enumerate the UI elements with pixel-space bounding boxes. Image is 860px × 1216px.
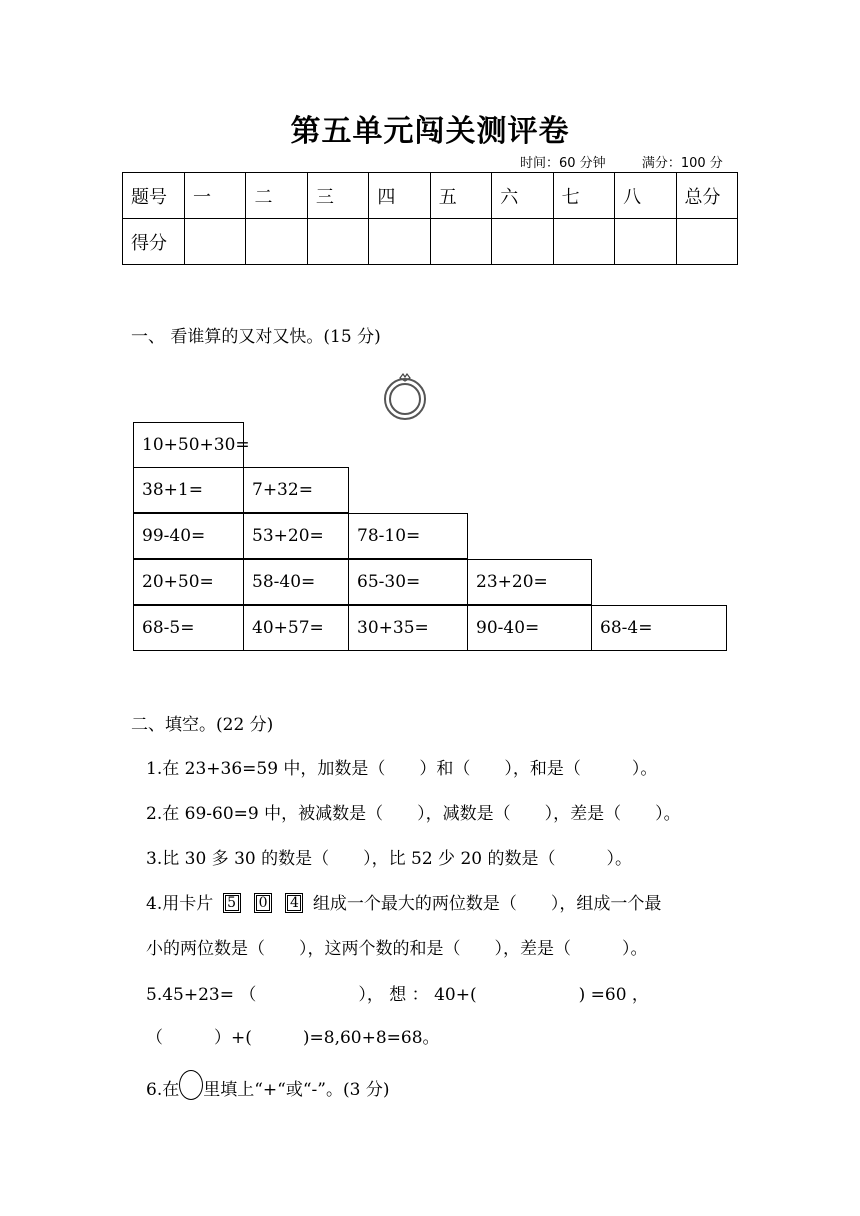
q4-prefix: 4.用卡片 <box>146 894 214 914</box>
calc-cell[interactable]: 20+50= <box>133 559 244 605</box>
fill-question-5: 5.45+23= （ ）， 想 ： 40+( ) =60 ， <box>146 985 649 1005</box>
answer-circle-icon <box>179 1070 203 1100</box>
calc-cell[interactable]: 68-5= <box>133 605 244 651</box>
score-header-cell: 八 <box>615 173 676 219</box>
score-input-cell[interactable] <box>307 219 368 265</box>
score-input-cell[interactable] <box>246 219 307 265</box>
score-input-cell[interactable] <box>615 219 676 265</box>
score-header-cell: 二 <box>246 173 307 219</box>
number-card: 4 <box>285 893 303 913</box>
page-title: 第五单元闯关测评卷 <box>290 114 570 149</box>
calc-cell[interactable]: 65-30= <box>348 559 468 605</box>
fill-question-4 <box>146 889 661 915</box>
fill-question-1: 1.在 23+36=59 中，加数是（ ）和（ ），和是（ ）。 <box>146 759 658 779</box>
score-input-cell[interactable] <box>676 219 738 265</box>
q6-prefix: 6.在 <box>146 1080 180 1100</box>
score-header-cell: 总分 <box>676 173 738 219</box>
calc-cell[interactable]: 38+1= <box>133 467 244 513</box>
score-header-cell: 六 <box>492 173 553 219</box>
score-header-cell: 一 <box>185 173 246 219</box>
calc-cell[interactable]: 78-10= <box>348 513 468 559</box>
fill-question-5-line2: （ ）+( )=8,60+8=68。 <box>146 1028 440 1048</box>
calc-cell[interactable]: 53+20= <box>243 513 349 559</box>
score-input-cell[interactable] <box>369 219 430 265</box>
score-table-header-row <box>123 173 738 219</box>
fill-question-3: 3.比 30 多 30 的数是（ ），比 52 少 20 的数是（ ）。 <box>146 849 632 869</box>
score-header-cell: 七 <box>553 173 614 219</box>
calc-cell[interactable]: 90-40= <box>467 605 592 651</box>
q4-suffix: 组成一个最大的两位数是（ ），组成一个最 <box>312 894 662 914</box>
score-row-label: 得分 <box>123 219 185 265</box>
number-card: 5 <box>223 893 241 913</box>
score-header-cell: 五 <box>430 173 491 219</box>
number-card: 0 <box>254 893 272 913</box>
calc-cell[interactable]: 58-40= <box>243 559 349 605</box>
score-input-cell[interactable] <box>492 219 553 265</box>
section2-title: 二、填空。(22 分) <box>131 715 274 735</box>
fill-question-6 <box>146 1075 389 1106</box>
score-input-cell[interactable] <box>430 219 491 265</box>
fill-question-4-line2: 小的两位数是（ ），这两个数的和是（ ），差是（ ）。 <box>146 939 648 959</box>
fill-question-2: 2.在 69-60=9 中，被减数是（ ），减数是（ ），差是（ ）。 <box>146 804 681 824</box>
score-header-cell: 四 <box>369 173 430 219</box>
score-header-cell: 三 <box>307 173 368 219</box>
calc-cell[interactable]: 23+20= <box>467 559 592 605</box>
full-score: 满分：100 分 <box>641 156 723 171</box>
calc-cell[interactable]: 68-4= <box>591 605 727 651</box>
score-input-cell[interactable] <box>553 219 614 265</box>
exam-meta <box>520 152 723 171</box>
score-table <box>122 172 738 265</box>
calc-cell[interactable]: 7+32= <box>243 467 349 513</box>
section1-title: 一、 看谁算的又对又快。(15 分) <box>131 327 381 347</box>
ring-icon <box>380 372 430 422</box>
score-header-cell: 题号 <box>123 173 185 219</box>
calc-cell[interactable]: 30+35= <box>348 605 468 651</box>
calc-cell[interactable]: 40+57= <box>243 605 349 651</box>
calc-cell[interactable]: 99-40= <box>133 513 244 559</box>
calc-cell[interactable]: 10+50+30= <box>133 422 244 468</box>
score-table-score-row <box>123 219 738 265</box>
q6-suffix: 里填上“+“或“-”。(3 分) <box>203 1080 390 1100</box>
score-input-cell[interactable] <box>185 219 246 265</box>
time-limit: 时间：60 分钟 <box>520 156 606 171</box>
